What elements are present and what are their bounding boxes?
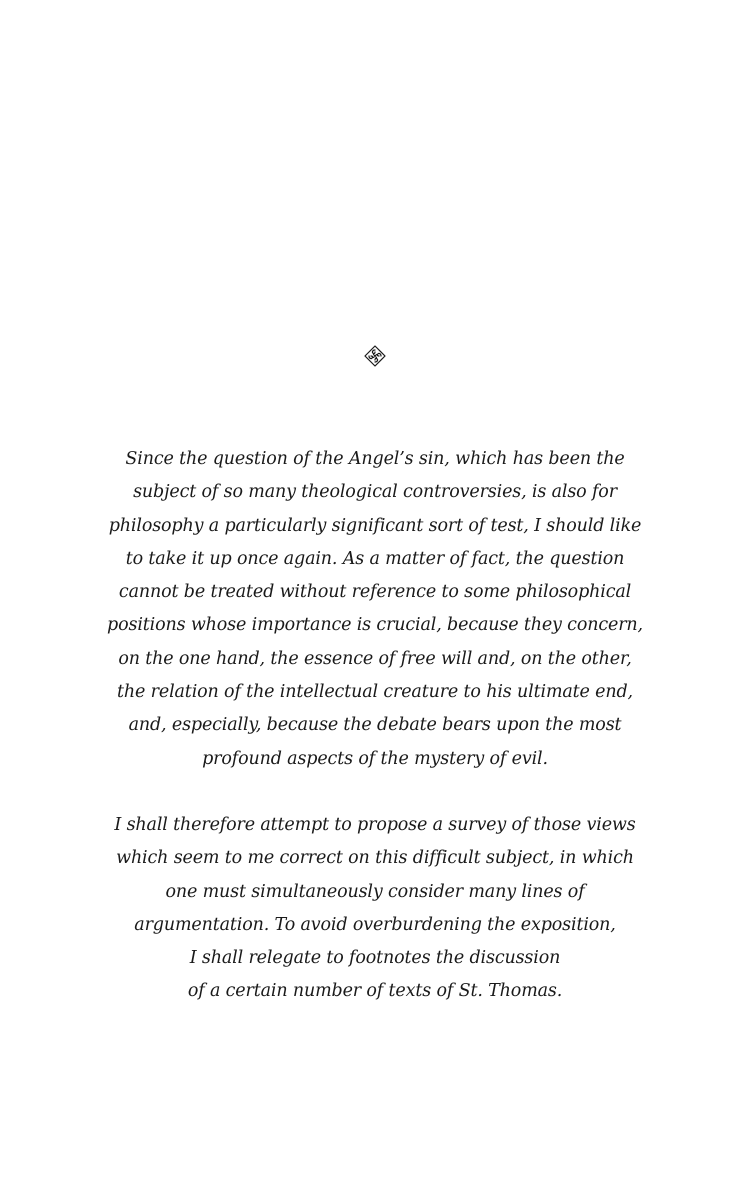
paragraph-2 [100, 809, 650, 1009]
text-line: Since the question of the Angel’s sin, which has been the [125, 449, 625, 469]
paragraph-1 [100, 443, 650, 776]
text-line: positions whose importance is crucial, because they concern, [107, 615, 643, 636]
text-line: to take it up once again. As a matter of fact, the question [125, 548, 625, 569]
diamond-fleuron-icon [364, 345, 386, 367]
text-line: of a certain number of texts of St. Thomas. [187, 981, 563, 1002]
text-line: philosophy a particularly significant sort of test, I should like [108, 515, 642, 536]
text-line: I shall therefore attempt to propose a survey of those views [114, 815, 636, 835]
text-line: I shall relegate to footnotes the discussion [189, 948, 561, 969]
text-line: cannot be treated without reference to some philosophical [118, 582, 632, 603]
text-line: the relation of the intellectual creature to his ultimate end, [117, 682, 633, 703]
text-line: argumentation. To avoid overburdening the exposition, [134, 914, 616, 935]
text-line: and, especially, because the debate bears upon the most [128, 715, 622, 736]
text-line: which seem to me correct on this difficult subject, in which [116, 848, 634, 869]
text-line: subject of so many theological controversies, is also for [133, 482, 617, 503]
text-line: profound aspects of the mystery of evil. [202, 748, 548, 769]
text-line: one must simultaneously consider many lines of [165, 881, 585, 902]
text-line: on the one hand, the essence of free will and, on the other, [118, 648, 632, 669]
